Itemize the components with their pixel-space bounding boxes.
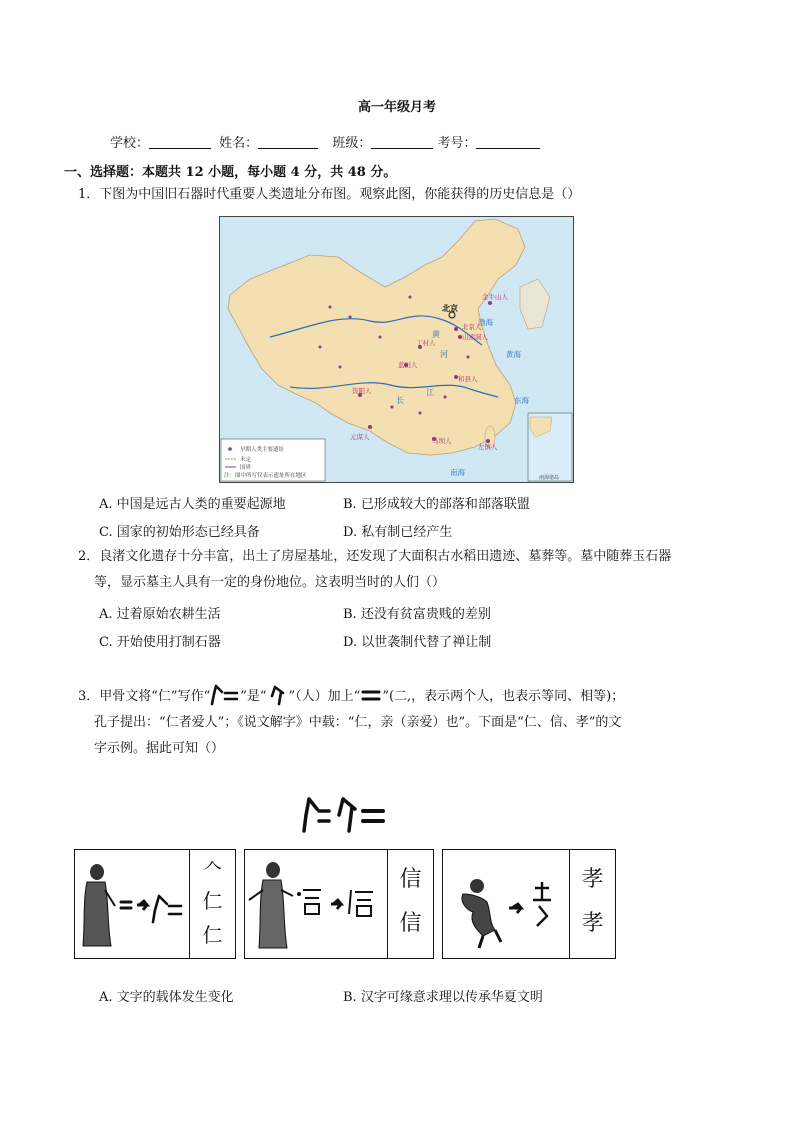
name-blank[interactable] (258, 136, 318, 149)
student-info-line (110, 132, 540, 151)
q2-option-c[interactable]: C. 开始使用打制石器 (99, 635, 221, 650)
beijing-label: 北京 (442, 304, 458, 313)
q2-option-b[interactable]: B. 还没有贫富贵贱的差别 (343, 607, 491, 622)
ren-form-3: 仁 (202, 923, 223, 947)
q2-option-a[interactable]: A. 过着原始农耕生活 (99, 607, 221, 622)
ren-form-1: 𠆢 (202, 855, 223, 879)
oracle-two-glyph (360, 684, 382, 706)
svg-text:元谋人: 元谋人 (350, 433, 370, 441)
section-heading: 一、选择题：本题共 12 小题，每小题 4 分，共 48 分。 (64, 165, 397, 180)
question-text-line2: 孔子提出：“仁者爱人”；《说文解字》中载：“仁，亲（亲爱）也”。下面是“仁、信、孝”的文 (94, 715, 622, 730)
svg-text:国界: 国界 (240, 465, 252, 471)
question-number: 2． (78, 549, 100, 564)
question-number: 1． (78, 187, 100, 202)
xiao-form-1: 孝 (581, 867, 604, 892)
svg-text:南海: 南海 (450, 468, 465, 477)
q1-option-c[interactable]: C. 国家的初始形态已经具备 (99, 525, 260, 540)
inset-label: 南海诸岛 (539, 475, 560, 481)
svg-text:未定: 未定 (240, 457, 252, 463)
question-text-b: ”是“ (240, 689, 267, 704)
question-text: 下图为中国旧石器时代重要人类遗址分布图。观察此图，你能获得的历史信息是（） (99, 187, 581, 202)
oracle-ren-composition (301, 793, 391, 837)
svg-text:河: 河 (440, 350, 448, 359)
oracle-ren-glyph (210, 684, 240, 706)
svg-text:东海: 东海 (514, 396, 529, 405)
exam-no-label: 考号： (437, 136, 477, 151)
svg-text:黄海: 黄海 (506, 350, 521, 359)
china-paleolithic-sites-map (219, 216, 574, 483)
class-label: 班级： (332, 136, 372, 151)
figure-person-xiao (443, 850, 563, 958)
svg-text:丁村人: 丁村人 (416, 339, 436, 347)
q1-option-b[interactable]: B. 已形成较大的部落和部落联盟 (343, 497, 530, 512)
panel-xin (244, 849, 434, 959)
xiao-forms (570, 850, 615, 946)
question-3 (78, 684, 738, 762)
name-label: 姓名： (219, 136, 259, 151)
question-text-line2: 等，显示墓主人具有一定的身份地位。这表明当时的人们（） (94, 575, 446, 590)
panel-ren-side (189, 850, 235, 958)
svg-text:黄: 黄 (432, 330, 440, 339)
figure-person-ren (75, 850, 187, 958)
neighbour-land (520, 279, 550, 329)
svg-text:早期人类主要遗址: 早期人类主要遗址 (240, 447, 285, 453)
legend-site-dot (228, 447, 232, 451)
q2-option-d[interactable]: D. 以世袭制代替了禅让制 (343, 635, 492, 650)
ren-forms (190, 850, 235, 952)
class-blank[interactable] (371, 136, 433, 149)
panel-xiao (442, 849, 616, 959)
question-text-line1: 良渚文化遗存十分丰富，出土了房屋基址，还发现了大面积古水稻田遗迹、墓葬等。墓中随葬玉石器 (99, 549, 672, 564)
figure-person-xin (245, 850, 385, 958)
q3-option-b[interactable]: B. 汉字可缘意求理以传承华夏文明 (343, 990, 543, 1005)
ren-form-2: 仁 (202, 889, 223, 913)
panel-xiao-side (569, 850, 615, 958)
xin-form-1: 信 (399, 867, 422, 892)
svg-text:江: 江 (426, 388, 434, 397)
svg-text:和县人: 和县人 (458, 375, 478, 383)
question-text-line3: 字示例。据此可知（） (94, 741, 225, 756)
svg-text:山顶洞人: 山顶洞人 (462, 333, 488, 341)
svg-text:北京人: 北京人 (462, 323, 482, 331)
panel-ren (74, 849, 236, 959)
question-2 (78, 544, 728, 596)
map-svg (220, 217, 573, 482)
exam-no-blank[interactable] (476, 136, 540, 149)
question-number: 3． (78, 689, 100, 704)
xin-forms (388, 850, 433, 946)
q1-option-d[interactable]: D. 私有制已经产生 (343, 525, 453, 540)
question-text-a: 甲骨文将“仁”写作“ (99, 689, 211, 704)
svg-text:渤海: 渤海 (478, 318, 493, 327)
page-title: 高一年级月考 (357, 100, 436, 115)
panel-xin-side (387, 850, 433, 958)
school-blank[interactable] (149, 136, 211, 149)
svg-text:左镇人: 左镇人 (478, 443, 498, 451)
xin-form-2: 信 (399, 911, 422, 936)
svg-text:金牛山人: 金牛山人 (482, 293, 508, 301)
q1-option-a[interactable]: A. 中国是远古人类的重要起源地 (99, 497, 286, 512)
question-text-d: ”(二,，表示两个人，也表示等同、相等)； (382, 689, 625, 704)
question-text-c: ”（人）加上“ (288, 689, 361, 704)
school-label: 学校： (110, 136, 150, 151)
svg-text:马坝人: 马坝人 (432, 437, 452, 445)
xiao-form-2: 孝 (581, 911, 604, 936)
q3-option-a[interactable]: A. 文字的载体发生变化 (99, 990, 234, 1005)
svg-text:资阳人: 资阳人 (352, 387, 372, 395)
svg-text:长: 长 (396, 396, 404, 405)
svg-text:注：图中所写仅表示遗址所在地区: 注：图中所写仅表示遗址所在地区 (224, 473, 307, 479)
oracle-person-glyph (267, 684, 289, 706)
question-1 (78, 182, 728, 208)
svg-text:蓝田人: 蓝田人 (398, 361, 418, 369)
